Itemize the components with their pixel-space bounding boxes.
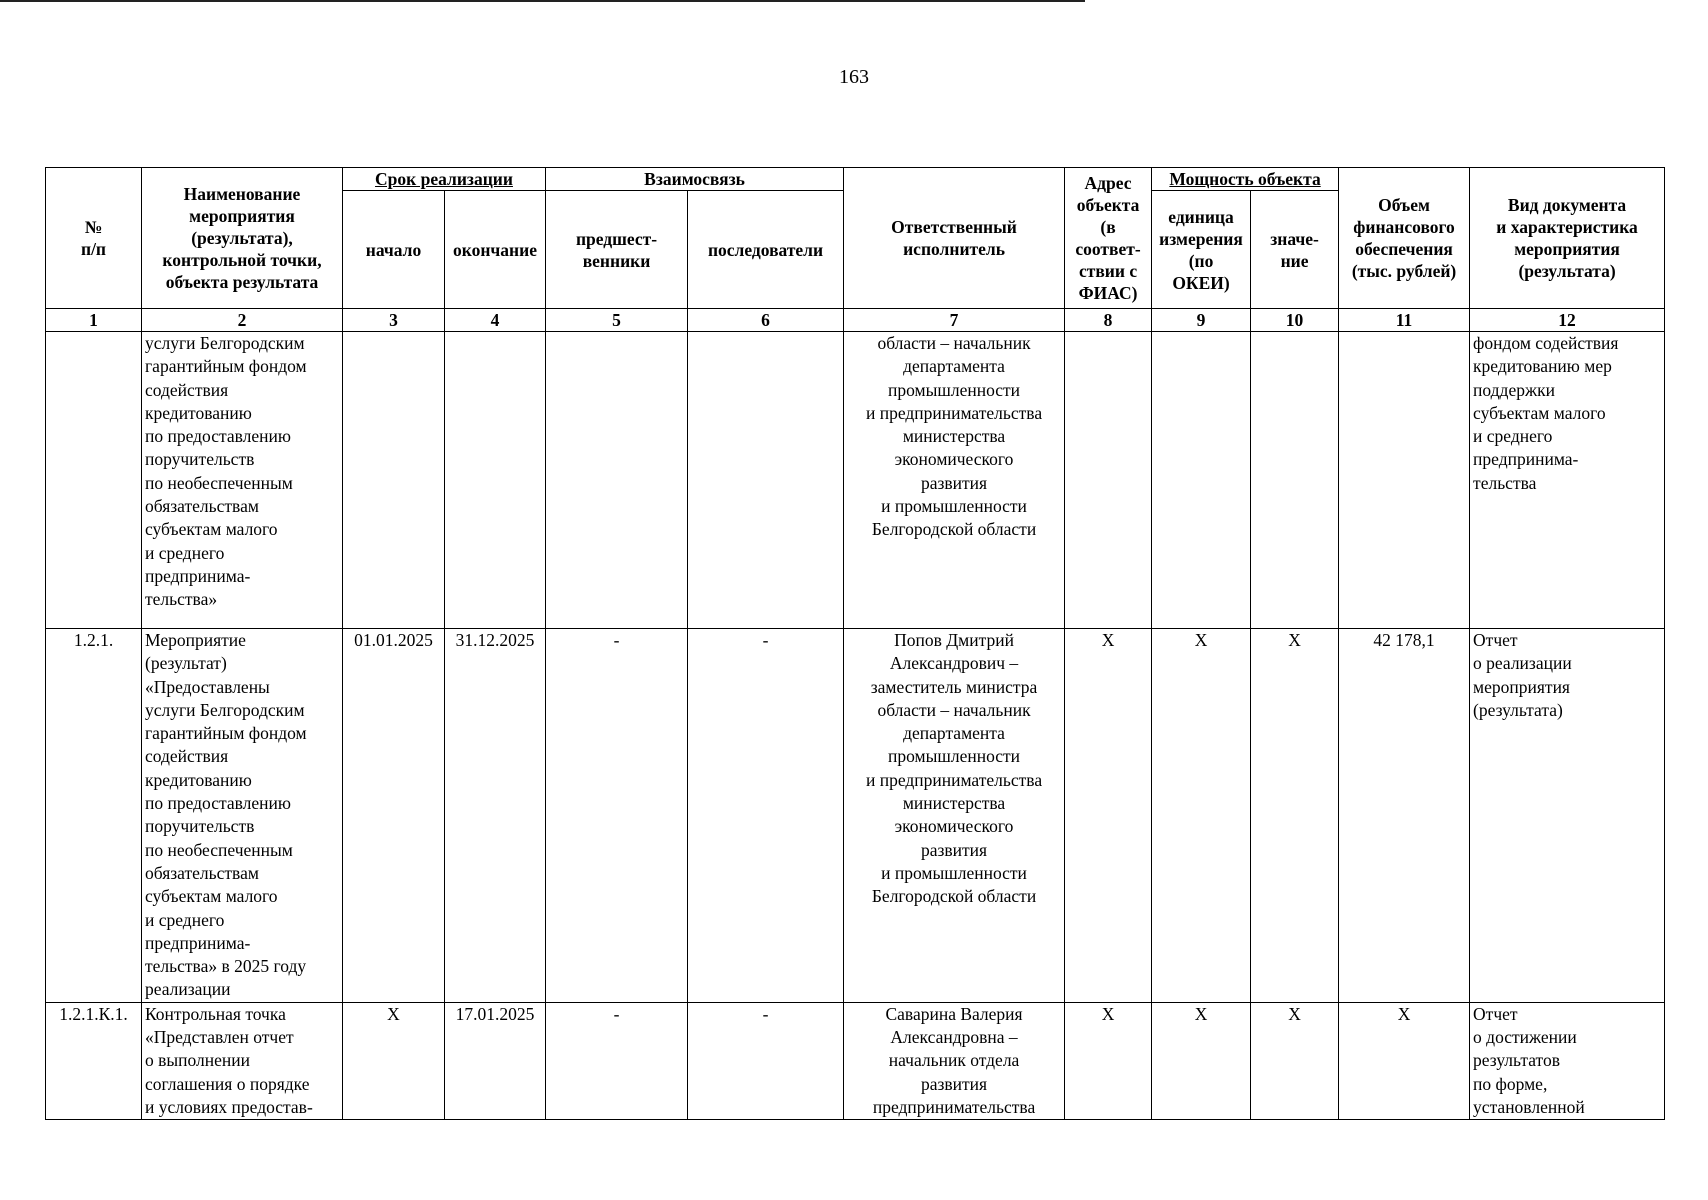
column-number: 7 — [844, 309, 1065, 332]
cell-name: услуги Белгородским гарантийным фондом содействия кредитованию по предоставлению поручительств по необеспеченным обязательствам субъектам малого и среднего предпринима- тельства» — [142, 332, 343, 629]
column-number: 10 — [1251, 309, 1339, 332]
page-number: 163 — [839, 66, 869, 88]
cell-predecessors: - — [546, 1002, 688, 1119]
cell-document: Отчет о достижении результатов по форме, установленной — [1470, 1002, 1665, 1119]
cell-address: Х — [1065, 629, 1152, 1003]
header-term-group: Срок реализации — [343, 168, 546, 191]
cell-document: Отчет о реализации мероприятия (результата) — [1470, 629, 1665, 1003]
header-successors: последователи — [688, 191, 844, 309]
cell-end — [445, 332, 546, 629]
cell-end: 31.12.2025 — [445, 629, 546, 1003]
cell-name: Контрольная точка «Представлен отчет о выполнении соглашения о порядке и условиях предостав- — [142, 1002, 343, 1119]
header-start: начало — [343, 191, 445, 309]
header-link-group: Взаимосвязь — [546, 168, 844, 191]
column-numbers-row — [46, 309, 1665, 332]
header-finance: Объем финансового обеспечения (тыс. рублей) — [1339, 168, 1470, 309]
table-row — [46, 629, 1665, 1003]
cell-unit: Х — [1152, 629, 1251, 1003]
cell-finance: 42 178,1 — [1339, 629, 1470, 1003]
cell-successors: - — [688, 1002, 844, 1119]
cell-value — [1251, 332, 1339, 629]
header-predecessors: предшест- венники — [546, 191, 688, 309]
column-number: 9 — [1152, 309, 1251, 332]
cell-num: 1.2.1.К.1. — [46, 1002, 142, 1119]
table-row — [46, 332, 1665, 629]
column-number: 5 — [546, 309, 688, 332]
header-name: Наименование мероприятия (результата), контрольной точки, объекта результата — [142, 168, 343, 309]
cell-address — [1065, 332, 1152, 629]
cell-document: фондом содействия кредитованию мер поддержки субъектам малого и среднего предпринима- тельства — [1470, 332, 1665, 629]
cell-num: 1.2.1. — [46, 629, 142, 1003]
column-number: 8 — [1065, 309, 1152, 332]
header-document: Вид документа и характеристика мероприятия (результата) — [1470, 168, 1665, 309]
cell-successors: - — [688, 629, 844, 1003]
cell-unit: Х — [1152, 1002, 1251, 1119]
header-responsible: Ответственный исполнитель — [844, 168, 1065, 309]
cell-num — [46, 332, 142, 629]
cell-predecessors — [546, 332, 688, 629]
cell-responsible: Попов Дмитрий Александрович – заместитель министра области – начальник департамента промышленности и предпринимательства министерства экономического развития и промышленности Белгородской области — [844, 629, 1065, 1003]
cell-unit — [1152, 332, 1251, 629]
header-row-1 — [46, 168, 1665, 191]
cell-value: Х — [1251, 629, 1339, 1003]
cell-address: Х — [1065, 1002, 1152, 1119]
table-row — [46, 1002, 1665, 1119]
cell-value: Х — [1251, 1002, 1339, 1119]
header-end: окончание — [445, 191, 546, 309]
column-number: 4 — [445, 309, 546, 332]
cell-start: Х — [343, 1002, 445, 1119]
cell-responsible: области – начальник департамента промышленности и предпринимательства министерства экономического развития и промышленности Белгородской области — [844, 332, 1065, 629]
header-num: № п/п — [46, 168, 142, 309]
header-capacity-group: Мощность объекта — [1152, 168, 1339, 191]
header-address: Адрес объекта (в соответ- ствии с ФИАС) — [1065, 168, 1152, 309]
cell-successors — [688, 332, 844, 629]
cell-finance: Х — [1339, 1002, 1470, 1119]
cell-finance — [1339, 332, 1470, 629]
cell-start — [343, 332, 445, 629]
column-number: 1 — [46, 309, 142, 332]
header-value: значе- ние — [1251, 191, 1339, 309]
cell-name: Мероприятие (результат) «Предоставлены услуги Белгородским гарантийным фондом содействия кредитованию по предоставлению поручительств по необеспеченным обязательствам субъектам малого и среднего предпринима- тельства» в 2025 году реализации — [142, 629, 343, 1003]
cell-end: 17.01.2025 — [445, 1002, 546, 1119]
column-number: 2 — [142, 309, 343, 332]
cell-predecessors: - — [546, 629, 688, 1003]
column-number: 12 — [1470, 309, 1665, 332]
activities-table — [45, 167, 1665, 1120]
cell-start: 01.01.2025 — [343, 629, 445, 1003]
header-unit: единица измерения (по ОКЕИ) — [1152, 191, 1251, 309]
cell-responsible: Саварина Валерия Александровна – начальник отдела развития предпринимательства — [844, 1002, 1065, 1119]
column-number: 11 — [1339, 309, 1470, 332]
column-number: 3 — [343, 309, 445, 332]
top-rule — [0, 0, 1085, 2]
column-number: 6 — [688, 309, 844, 332]
